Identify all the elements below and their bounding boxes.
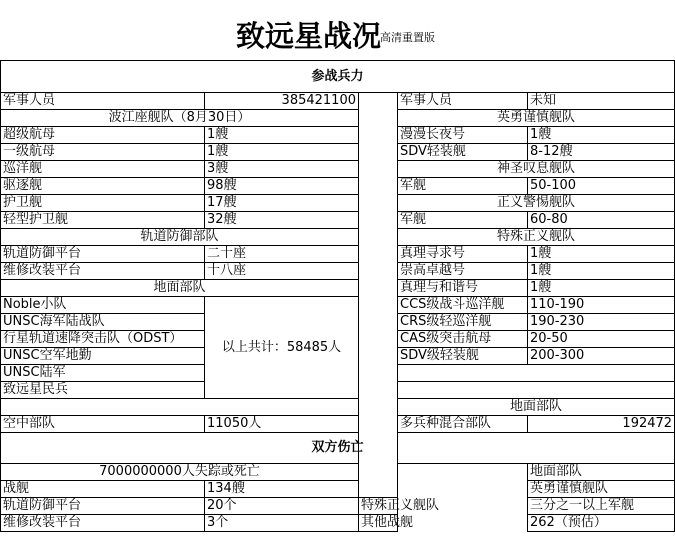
group-title: 正义警惕舰队 xyxy=(398,195,675,212)
loss-banner: 7000000000人失踪或死亡 xyxy=(1,464,359,481)
table-row xyxy=(1,212,675,229)
cell-value: 1艘 xyxy=(528,127,675,144)
cell-value: 1艘 xyxy=(205,144,359,161)
group-title: 神圣叹息舰队 xyxy=(398,161,675,178)
table-row xyxy=(1,481,675,498)
cell-value: 134艘 xyxy=(205,481,359,498)
ground-unit: UNSC空军地勤 xyxy=(1,348,205,365)
table-row xyxy=(1,399,675,416)
cell-value: 50-100 xyxy=(528,178,675,195)
cell-value: 1艘 xyxy=(528,263,675,280)
cell-value: 190-230 xyxy=(528,314,675,331)
cell-value: 3个 xyxy=(205,515,359,532)
table-row xyxy=(1,280,675,297)
cell-value: 1艘 xyxy=(205,127,359,144)
cell-value: 20个 xyxy=(205,498,359,515)
cell-value: 20-50 xyxy=(528,331,675,348)
cell-label: 真理与和谐号 xyxy=(398,280,528,297)
table-row xyxy=(1,195,675,212)
section-header-casualties xyxy=(1,433,675,464)
cell-label: SDV级轻装舰 xyxy=(398,348,528,365)
table-row xyxy=(1,110,675,127)
ground-unit: UNSC陆军 xyxy=(1,365,205,382)
cell-label: 真理寻求号 xyxy=(398,246,528,263)
cell-label: 轨道防御平台 xyxy=(1,246,205,263)
cell-label: 军事人员 xyxy=(1,93,205,110)
cell-value: 192472 xyxy=(528,416,675,433)
cell-value: 17艘 xyxy=(205,195,359,212)
table-row xyxy=(1,416,675,433)
cell-label: 轻型护卫舰 xyxy=(1,212,205,229)
cell-label: 一级航母 xyxy=(1,144,205,161)
table-row xyxy=(1,161,675,178)
group-title: 特殊正义舰队 xyxy=(398,229,675,246)
cell-value: 三分之一以上军舰 xyxy=(528,498,675,515)
cell-value: 98艘 xyxy=(205,178,359,195)
cell-value: 二十座 xyxy=(205,246,359,263)
title-main: 致远星战况 xyxy=(236,19,382,53)
cell-label: 地面部队 xyxy=(528,464,675,481)
table-row xyxy=(1,127,675,144)
cell-value: 11050人 xyxy=(205,416,359,433)
cell-label: 战舰 xyxy=(1,481,205,498)
ground-unit: 行星轨道速降突击队（ODST） xyxy=(1,331,205,348)
ground-unit: UNSC海军陆战队 xyxy=(1,314,205,331)
cell-label: 空中部队 xyxy=(1,416,205,433)
group-title: 地面部队 xyxy=(398,399,675,416)
cell-value: 1艘 xyxy=(528,246,675,263)
table-row xyxy=(1,263,675,280)
ground-unit: Noble小队 xyxy=(1,297,205,314)
cell-value: 110-190 xyxy=(528,297,675,314)
battle-table xyxy=(0,60,675,532)
title-sub: 高清重置版 xyxy=(380,31,435,44)
cell-value: 未知 xyxy=(528,93,675,110)
section-title: 双方伤亡 xyxy=(1,433,675,464)
section-title: 参战兵力 xyxy=(1,61,675,93)
group-title: 波江座舰队（8月30日） xyxy=(1,110,359,127)
cell-value: 32艘 xyxy=(205,212,359,229)
table-row xyxy=(1,464,675,481)
table-row xyxy=(1,246,675,263)
cell-label: 维修改装平台 xyxy=(1,263,205,280)
cell-value: 200-300 xyxy=(528,348,675,365)
table-row xyxy=(1,178,675,195)
cell-label: 其他战舰 xyxy=(359,515,398,532)
cell-value: 3艘 xyxy=(205,161,359,178)
cell-label: 巡洋舰 xyxy=(1,161,205,178)
cell-value: 1艘 xyxy=(528,280,675,297)
cell-label: 护卫舰 xyxy=(1,195,205,212)
cell-value: 8-12艘 xyxy=(528,144,675,161)
cell-label: CCS级战斗巡洋舰 xyxy=(398,297,528,314)
table-row xyxy=(1,229,675,246)
document-title xyxy=(0,0,674,60)
cell-label: 超级航母 xyxy=(1,127,205,144)
cell-label: 军事人员 xyxy=(398,93,528,110)
ground-total: 以上共计：58485人 xyxy=(205,297,359,399)
cell-label: 多兵种混合部队 xyxy=(398,416,528,433)
cell-label: 驱逐舰 xyxy=(1,178,205,195)
ground-unit: 致远星民兵 xyxy=(1,382,205,399)
cell-label: 特殊正义舰队 xyxy=(359,498,398,515)
cell-value: 262（预估） xyxy=(528,515,675,532)
cell-label: 维修改装平台 xyxy=(1,515,205,532)
cell-label: 英勇谨慎舰队 xyxy=(528,481,675,498)
table-row xyxy=(1,144,675,161)
section-header-forces xyxy=(1,61,675,93)
cell-label: CRS级轻巡洋舰 xyxy=(398,314,528,331)
cell-label: 军舰 xyxy=(398,178,528,195)
table-row xyxy=(1,498,675,515)
cell-label: 漫漫长夜号 xyxy=(398,127,528,144)
group-title: 地面部队 xyxy=(1,280,359,297)
cell-label: 轨道防御平台 xyxy=(1,498,205,515)
cell-label: 军舰 xyxy=(398,212,528,229)
cell-value: 60-80 xyxy=(528,212,675,229)
table-row xyxy=(1,297,675,314)
cell-value: 十八座 xyxy=(205,263,359,280)
cell-value: 385421100 xyxy=(205,93,359,110)
group-title: 轨道防御部队 xyxy=(1,229,359,246)
cell-label: CAS级突击航母 xyxy=(398,331,528,348)
cell-label: SDV轻装舰 xyxy=(398,144,528,161)
group-title: 英勇谨慎舰队 xyxy=(398,110,675,127)
table-row xyxy=(1,93,675,110)
cell-label: 崇高卓越号 xyxy=(398,263,528,280)
table-row xyxy=(1,515,675,532)
